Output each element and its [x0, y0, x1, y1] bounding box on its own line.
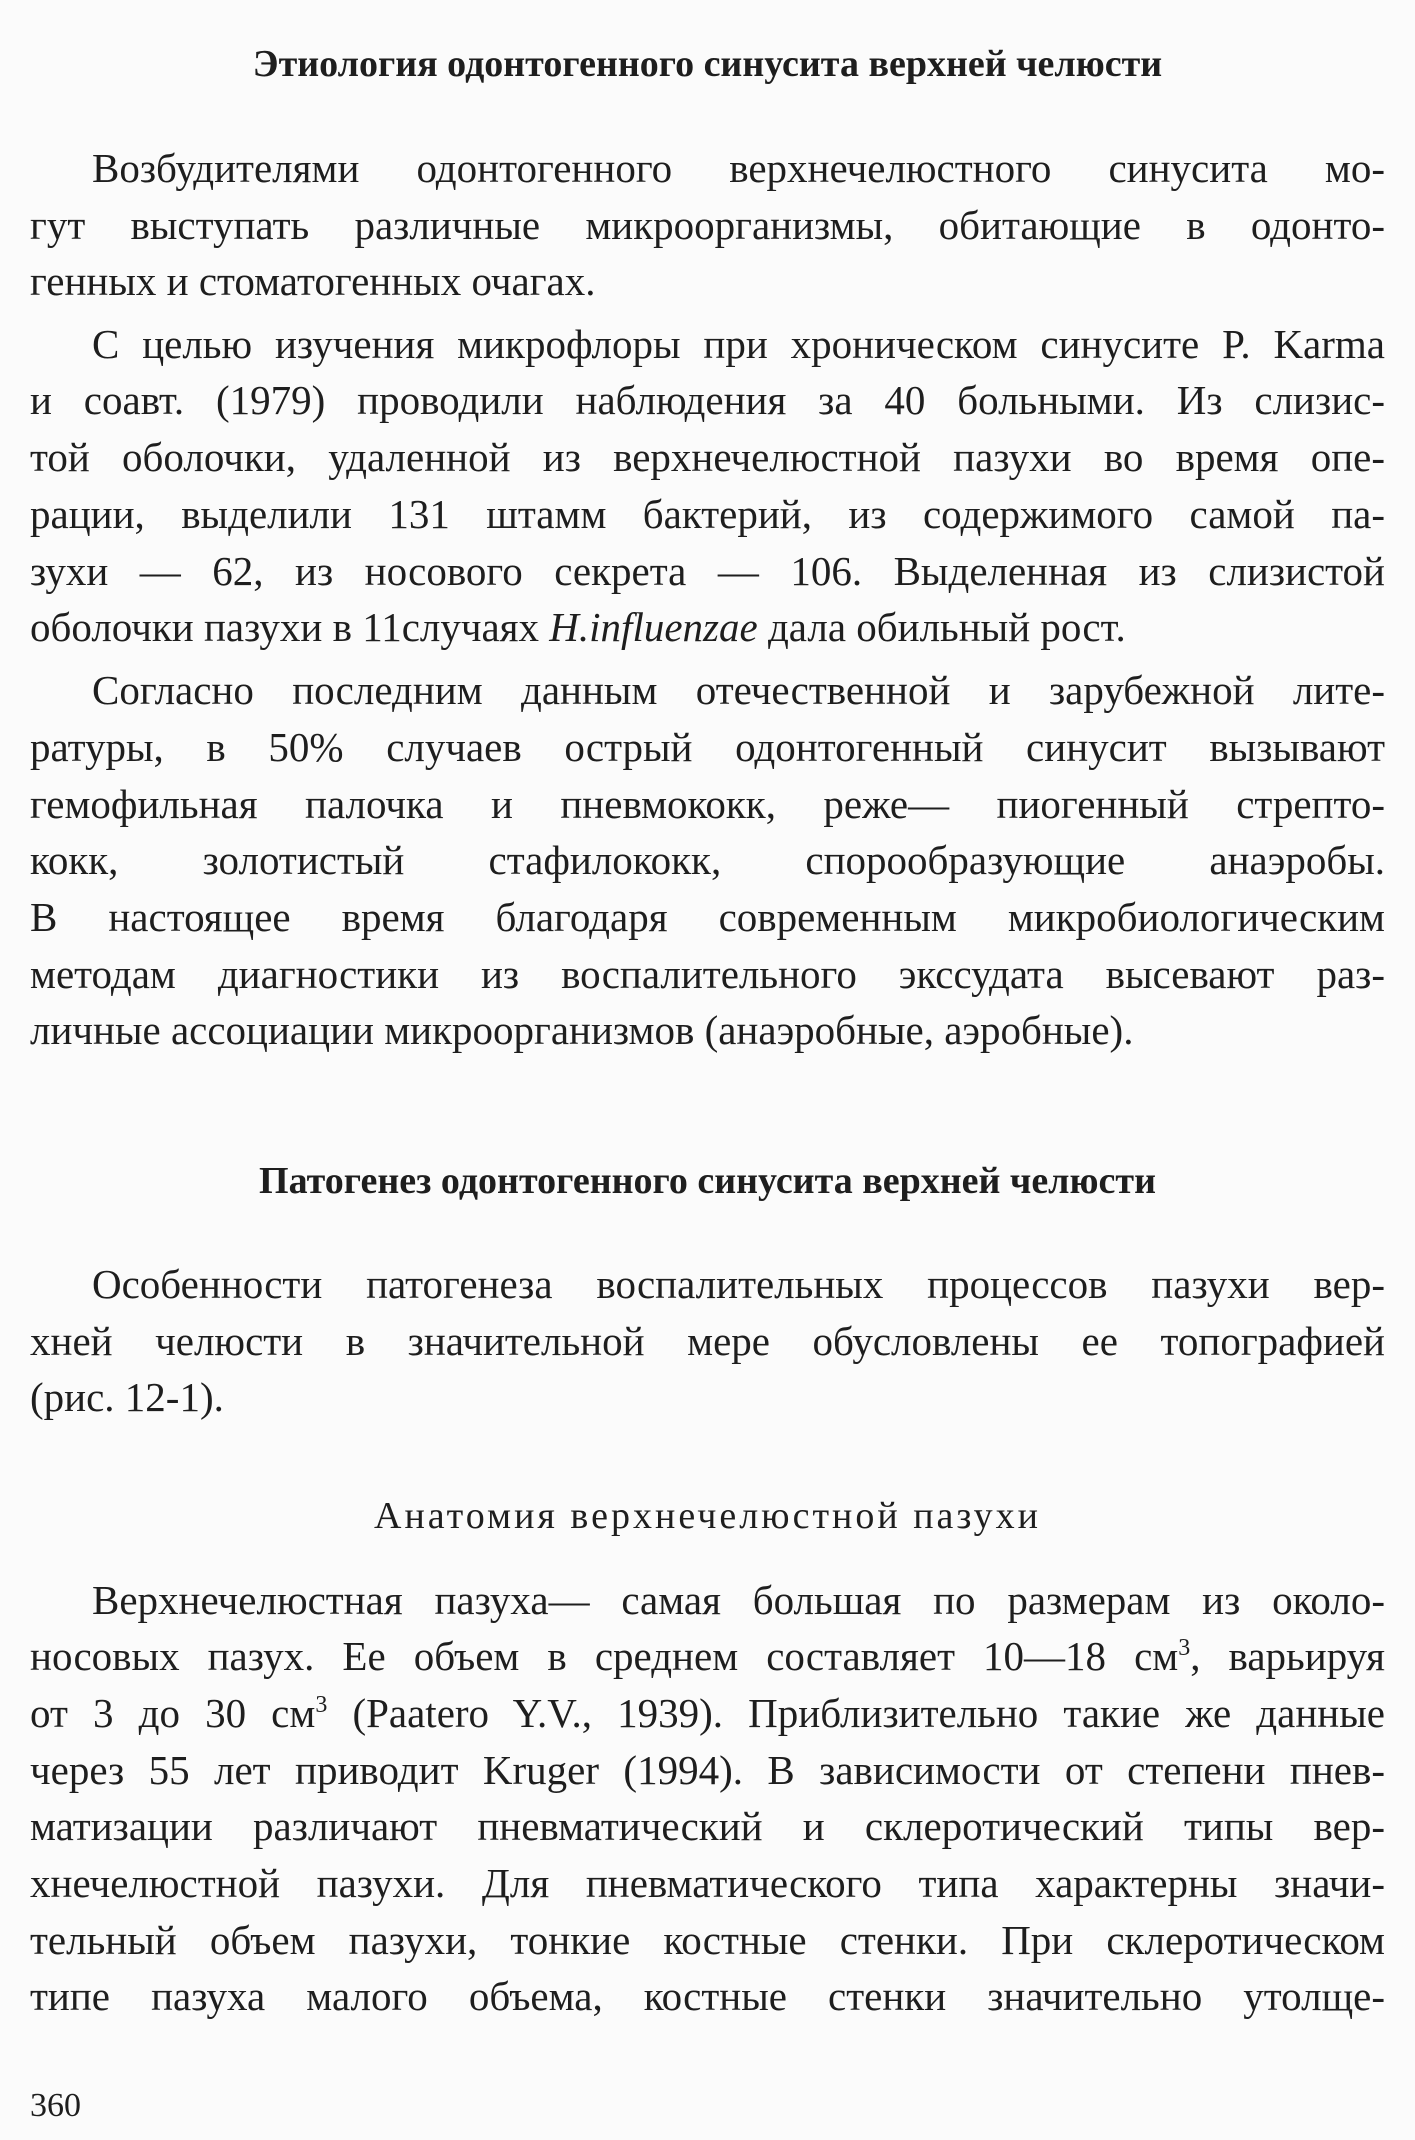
text-line: С целью изучения микрофлоры при хроническом синусите P. Karma [92, 321, 1385, 367]
superscript: 3 [315, 1692, 328, 1718]
text-line: ратуры, в 50% случаев острый одонтогенный синусит вызывают [30, 724, 1385, 770]
text-line: тельный объем пазухи, тонкие костные стенки. При склеротическом [30, 1917, 1385, 1963]
text-line: хней челюсти в значительной мере обусловлены ее топографией [30, 1318, 1385, 1364]
text-line: гемофильная палочка и пневмококк, реже— пиогенный стрепто- [30, 781, 1385, 827]
text-line [30, 1628, 1385, 1684]
text-line: через 55 лет приводит Kruger (1994). В зависимости от степени пнев- [30, 1747, 1385, 1793]
text-run: , варьируя [1190, 1633, 1385, 1679]
text-line: Возбудителями одонтогенного верхнечелюстного синусита мо- [92, 145, 1385, 191]
superscript: 3 [1178, 1635, 1191, 1661]
text-line: и соавт. (1979) проводили наблюдения за 40 больными. Из слизис- [30, 377, 1385, 423]
text-line [30, 599, 1385, 655]
text-line: В настоящее время благодаря современным микробиологическим [30, 894, 1385, 940]
text-line: типе пазуха малого объема, костные стенки значительно утолще- [30, 1973, 1385, 2019]
text-line: рации, выделили 131 штамм бактерий, из содержимого самой па- [30, 491, 1385, 537]
text-run: (Paatero Y.V., 1939). Приблизительно такие же данные [327, 1690, 1385, 1736]
text-line: (рис. 12-1). [30, 1374, 224, 1420]
subsection-heading-anatomy: Анатомия верхнечелюстной пазухи [374, 1495, 1041, 1537]
text-run: носовых пазух. Ее объем в среднем составляет 10—18 см [30, 1633, 1179, 1679]
section-heading-pathogenesis: Патогенез одонтогенного синусита верхней челюсти [259, 1160, 1156, 1202]
text-line: кокк, золотистый стафилококк, спорообразующие анаэробы. [30, 837, 1385, 883]
text-run: оболочки пазухи в 11случаях [30, 604, 550, 650]
text-line: гут выступать различные микроорганизмы, обитающие в одонто- [30, 202, 1385, 248]
section-heading-etiology: Этиология одонтогенного синусита верхней челюсти [252, 43, 1163, 85]
page-number: 360 [30, 2087, 81, 2124]
text-line: хнечелюстной пазухи. Для пневматического типа характерны значи- [30, 1860, 1385, 1906]
text-run: от 3 до 30 см [30, 1690, 316, 1736]
text-run: дала обильный рост. [757, 604, 1126, 650]
text-line: той оболочки, удаленной из верхнечелюстной пазухи во время опе- [30, 434, 1385, 480]
italic-species-name: H.influenzae [549, 604, 758, 650]
text-line: Особенности патогенеза воспалительных процессов пазухи вер- [92, 1261, 1385, 1307]
text-line: зухи — 62, из носового секрета — 106. Выделенная из слизистой [30, 548, 1385, 594]
text-line: генных и стоматогенных очагах. [30, 258, 596, 304]
text-line [30, 1685, 1385, 1741]
text-line: матизации различают пневматический и склеротический типы вер- [30, 1803, 1385, 1849]
text-line: Верхнечелюстная пазуха— самая большая по размерам из около- [92, 1577, 1385, 1623]
text-line: Согласно последним данным отечественной и зарубежной лите- [92, 667, 1385, 713]
text-line: личные ассоциации микроорганизмов (анаэробные, аэробные). [30, 1007, 1134, 1053]
text-line: методам диагностики из воспалительного экссудата высевают раз- [30, 951, 1385, 997]
